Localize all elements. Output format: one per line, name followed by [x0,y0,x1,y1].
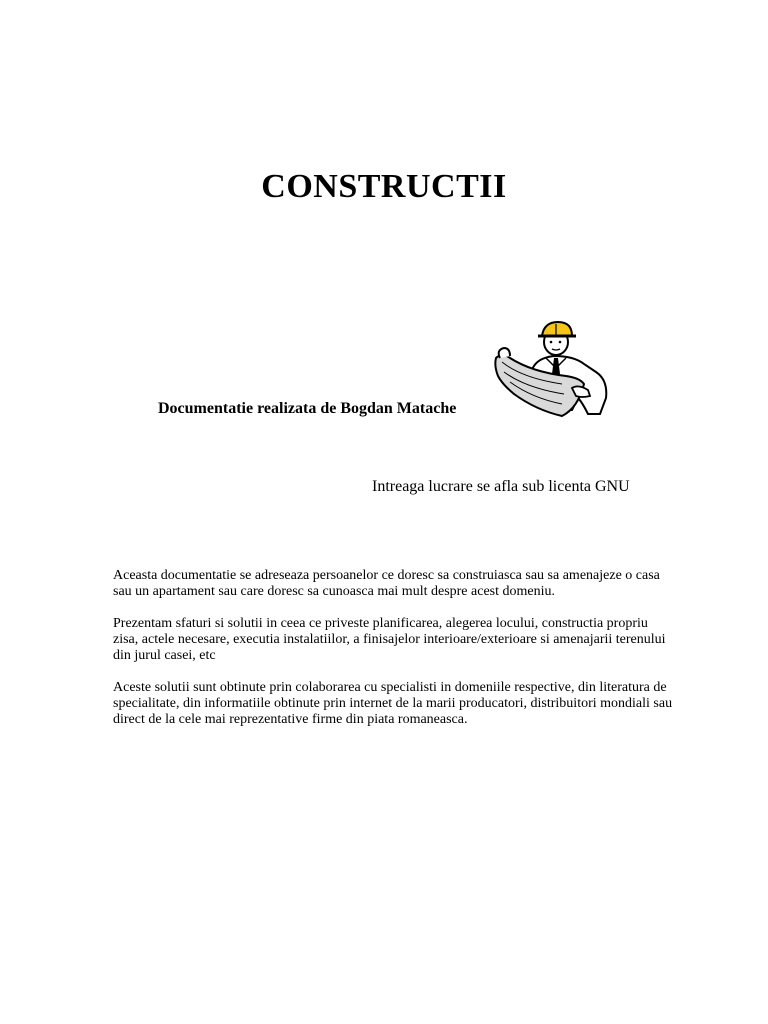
body-paragraph: Prezentam sfaturi si solutii in ceea ce priveste planificarea, alegerea locului, constructia propriu zisa, actele necesare, executia instalatiilor, a finisajelor interioare/exterioare si amenajarii terenului din jurul casei, etc [113,616,666,663]
body-paragraph: Aceste solutii sunt obtinute prin colaborarea cu specialisti in domeniile respective, din literatura de specialitate, din informatiile obtinute prin internet de la marii producatori, distribuitori mondiali sau direct de la cele mai reprezentative firme din piata romaneasca. [113,680,673,727]
document-body [113,568,673,744]
document-title: CONSTRUCTII [261,168,507,205]
engineer-with-blueprint-icon [492,318,616,418]
license-line: Intreaga lucrare se afla sub licenta GNU [372,478,630,495]
author-line: Documentatie realizata de Bogdan Matache [158,400,457,417]
body-paragraph: Aceasta documentatie se adreseaza persoanelor ce doresc sa construiasca sau sa amenajeze o casa sau un apartament sau care doresc sa cunoasca mai mult despre acest domeniu. [113,568,660,599]
